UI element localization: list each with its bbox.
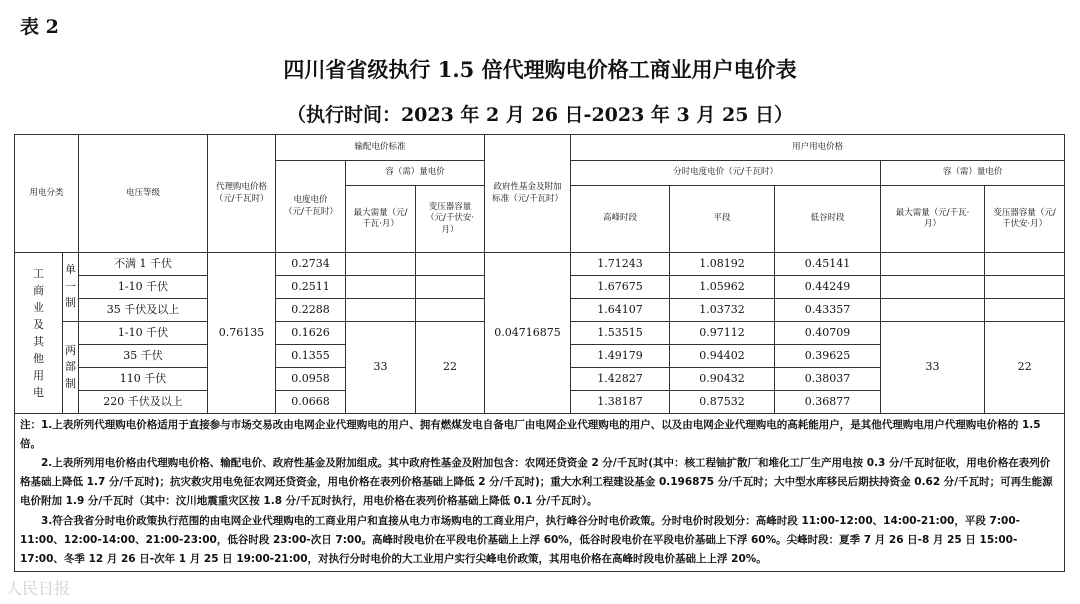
flat-cell: 1.03732 — [670, 299, 775, 322]
transformer-cell: 22 — [416, 322, 485, 414]
header-transmission: 输配电价标准 — [276, 135, 485, 161]
table-row — [15, 253, 1065, 276]
valley-cell: 0.40709 — [775, 322, 881, 345]
header-user-price: 用户用电价格 — [571, 135, 1065, 161]
voltage-cell: 不满 1 千伏 — [79, 253, 208, 276]
valley-cell: 0.43357 — [775, 299, 881, 322]
header-valley: 低谷时段 — [775, 186, 881, 253]
flat-cell: 0.87532 — [670, 391, 775, 414]
header-max-demand: 最大需量（元/千瓦·月） — [346, 186, 416, 253]
header-voltage: 电压等级 — [79, 135, 208, 253]
empty-cell — [985, 299, 1065, 322]
header-user-capacity: 容（需）量电价 — [881, 161, 1065, 186]
category-cell: 工商业及其他用电 — [15, 253, 63, 414]
voltage-cell: 35 千伏及以上 — [79, 299, 208, 322]
empty-cell — [416, 276, 485, 299]
flat-cell: 1.05962 — [670, 276, 775, 299]
gov-fund-cell: 0.04716875 — [485, 253, 571, 414]
page-title: 四川省省级执行 1.5 倍代理购电价格工商业用户电价表 — [283, 57, 797, 82]
header-agency-price: 代理购电价格（元/千瓦时） — [208, 135, 276, 253]
notes-cell — [15, 414, 1065, 572]
header-category: 用电分类 — [15, 135, 79, 253]
user-max-demand-cell: 33 — [881, 322, 985, 414]
voltage-cell: 110 千伏 — [79, 368, 208, 391]
tariff-table — [14, 134, 1065, 572]
voltage-cell: 220 千伏及以上 — [79, 391, 208, 414]
note-2: 2.上表所列用电价格由代理购电价格、输配电价、政府性基金及附加组成。其中政府性基金及附加包含：农网还贷资金 2 分/千瓦时(其中：核工程铀扩散厂和堆化工厂生产用电按 0.3 分/千瓦时征收，用电价格在表列价格基础上降低 1.7 分/千瓦时)；抗灾救灾用电免征农网还贷资金，用电价格在表列价格基础上降低 2 分/千瓦时)；重大水利工程建设基金 0.196875 分/千瓦时；大中型水库移民后期扶持资金 0.62 分/千瓦时；可再生能源电价附加 1.9 分/千瓦时（其中：汶川地震重灾区按 1.8 分/千瓦时执行，用电价格在表列价格基础上降低 0.1 分/千瓦时）。 — [20, 457, 1053, 508]
valley-cell: 0.45141 — [775, 253, 881, 276]
empty-cell — [416, 253, 485, 276]
empty-cell — [881, 253, 985, 276]
note-1: 注：1.上表所列代理购电价格适用于直接参与市场交易改由电网企业代理购电的用户、拥有燃煤发电自备电厂由电网企业代理购电的用户、以及由电网企业代理购电的高耗能用户，是其他代理购电用户代理购电价格的 1.5 倍。 — [20, 419, 1041, 451]
peak-cell: 1.53515 — [571, 322, 670, 345]
peak-cell: 1.71243 — [571, 253, 670, 276]
empty-cell — [346, 253, 416, 276]
energy-price-cell: 0.0958 — [276, 368, 346, 391]
header-peak: 高峰时段 — [571, 186, 670, 253]
energy-price-cell: 0.2734 — [276, 253, 346, 276]
energy-price-cell: 0.1626 — [276, 322, 346, 345]
flat-cell: 0.90432 — [670, 368, 775, 391]
voltage-cell: 1-10 千伏 — [79, 276, 208, 299]
voltage-cell: 1-10 千伏 — [79, 322, 208, 345]
energy-price-cell: 0.2511 — [276, 276, 346, 299]
empty-cell — [346, 276, 416, 299]
flat-cell: 1.08192 — [670, 253, 775, 276]
note-3: 3.符合我省分时电价政策执行范围的由电网企业代理购电的工商业用户和直接从电力市场购电的工商业用户，执行峰谷分时电价政策。分时电价时段划分：高峰时段 11:00-12:00、14:00-21:00，平段 7:00-11:00、12:00-14:00、21:00-23:00，低谷时段 23:00-次日 7:00。高峰时段电价在平段电价基础上上浮 60%，低谷时段电价在平段电价基础上下浮 60%。尖峰时段：夏季 7 月 26 日-8 月 25 日 15:00-17:00、冬季 12 月 26 日-次年 1 月 25 日 19:00-21:00，对执行分时电价的大工业用户实行尖峰电价政策，其用电价格在高峰时段电价基础上上浮 20%。 — [20, 514, 1020, 565]
valley-cell: 0.39625 — [775, 345, 881, 368]
empty-cell — [881, 276, 985, 299]
header-gov-fund: 政府性基金及附加标准（元/千瓦时） — [485, 135, 571, 253]
header-tou-price: 分时电度电价（元/千瓦时） — [571, 161, 881, 186]
header-user-transformer: 变压器容量（元/千伏安·月） — [985, 186, 1065, 253]
two-part-system-cell: 两部制 — [63, 322, 79, 414]
table-label: 表 2 — [20, 16, 59, 38]
valley-cell: 0.36877 — [775, 391, 881, 414]
page-subtitle: （执行时间：2023 年 2 月 26 日-2023 年 3 月 25 日） — [286, 104, 794, 126]
header-flat: 平段 — [670, 186, 775, 253]
empty-cell — [985, 253, 1065, 276]
peak-cell: 1.64107 — [571, 299, 670, 322]
peak-cell: 1.42827 — [571, 368, 670, 391]
notes-row — [15, 414, 1065, 572]
voltage-cell: 35 千伏 — [79, 345, 208, 368]
watermark: 人民日报 — [6, 579, 71, 598]
single-system-cell: 单一制 — [63, 253, 79, 322]
user-transformer-cell: 22 — [985, 322, 1065, 414]
empty-cell — [985, 276, 1065, 299]
header-capacity-price: 容（需）量电价 — [346, 161, 485, 186]
empty-cell — [346, 299, 416, 322]
valley-cell: 0.38037 — [775, 368, 881, 391]
energy-price-cell: 0.0668 — [276, 391, 346, 414]
header-user-max-demand: 最大需量（元/千瓦·月） — [881, 186, 985, 253]
energy-price-cell: 0.2288 — [276, 299, 346, 322]
peak-cell: 1.49179 — [571, 345, 670, 368]
header-transformer: 变压器容量（元/千伏安·月） — [416, 186, 485, 253]
agency-price-cell: 0.76135 — [208, 253, 276, 414]
peak-cell: 1.67675 — [571, 276, 670, 299]
valley-cell: 0.44249 — [775, 276, 881, 299]
flat-cell: 0.94402 — [670, 345, 775, 368]
max-demand-cell: 33 — [346, 322, 416, 414]
energy-price-cell: 0.1355 — [276, 345, 346, 368]
flat-cell: 0.97112 — [670, 322, 775, 345]
empty-cell — [881, 299, 985, 322]
peak-cell: 1.38187 — [571, 391, 670, 414]
header-energy-price: 电度电价（元/千瓦时） — [276, 161, 346, 253]
empty-cell — [416, 299, 485, 322]
